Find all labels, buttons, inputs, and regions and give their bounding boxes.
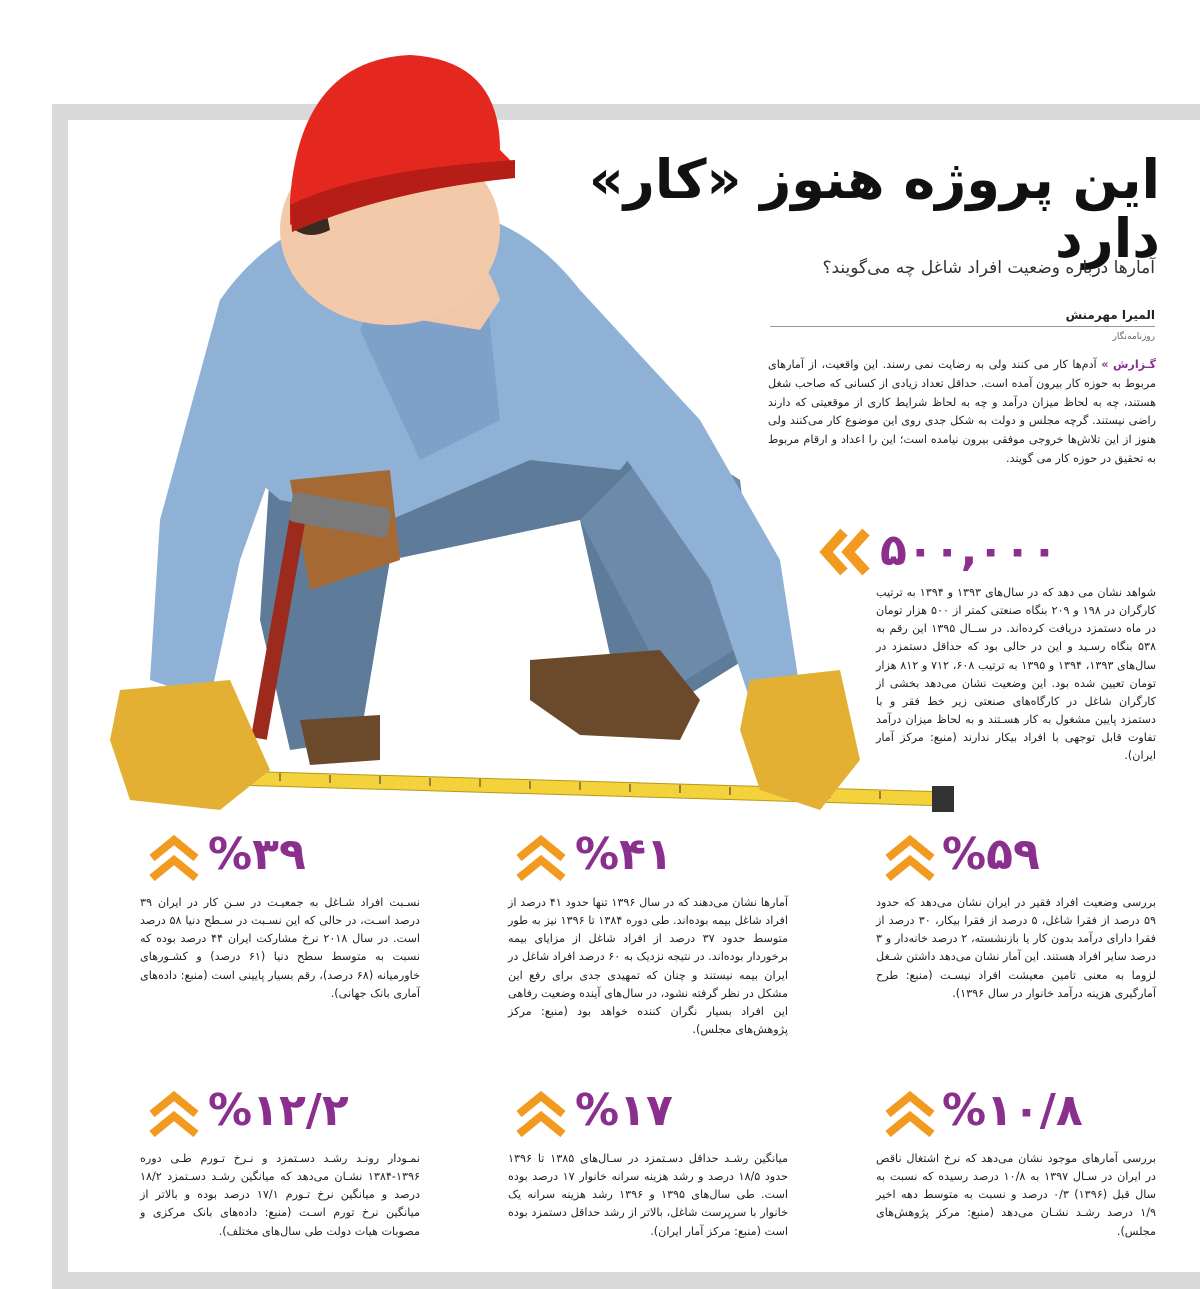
stat-text-39: نسـبت افراد شـاغل به جمعیـت در سـن کار در ایران ۳۹ درصد اسـت، در حالی که این نسـبت در سـطح دنیا ۵۸ درصد است. در سال ۲۰۱۸ نرخ مشارکت ایران ۴۴ درصد بوده که نسبت به متوسط سطح دنیا (۶۱ درصد) و کشـورهای خاورمیانه (۶۸ درصد)، رقم بسیار پایینی است (منبع: داده‌های آماری بانک جهانی). — [140, 896, 420, 1000]
up-chevron-icon — [148, 1088, 200, 1140]
subtitle: آمارها درباره وضعیت افراد شاغل چه می‌گویند؟ — [822, 258, 1155, 278]
stat-value-17: %۱۷ — [575, 1085, 673, 1136]
stat-text-12-2: نمـودار رونـد رشـد دسـتمزد و نـرخ تـورم طـی دوره ۱۳۹۶-۱۳۸۴ نشـان می‌دهد که میانگین رشـد دسـتمزد ۱۸/۲ درصد و میانگین نرخ تـورم ۱۷/۱ درصد بوده و بالاتر از میانگین نرخ تورم اسـت (منبع: داده‌های بانک مرکزی و مصوبات هیات دولت طی سال‌های مختلف). — [140, 1152, 420, 1238]
stat-text-59: بررسی وضعیت افراد فقیر در ایران نشان می‌دهد که حدود ۵۹ درصد از فقرا شاغل، ۵ درصد از فقرا بیکار، ۳۰ درصد از فقرا دارای درآمد بدون کار یا بازنشسته، ۲ درصد خانه‌دار و ۳ درصد سایر افراد هستند. این آمار نشان می‌دهد داشتن شـغل لزوما به معنی تامین معیشت افراد نیسـت (منبع: طرح آمارگیری هزینه درآمد خانوار در سال ۱۳۹۶). — [876, 896, 1157, 1000]
stat-text-500000: شواهد نشان می‌ دهد که در سال‌های ۱۳۹۳ و ۱۳۹۴ به ترتیب کارگران در ۱۹۸ و ۲۰۹ بنگاه صنعتی کمتر از ۵۰۰ هزار تومان در ماه دستمزد دریافت کرده‌اند. در ســال ۱۳۹۵ این رقم به ۵۳۸ بنگاه رسـید و این در حالی بود که حداقل دستمزد در سال‌های ۱۳۹۳، ۱۳۹۴ و ۱۳۹۵ به ترتیب ۶۰۸، ۷۱۲ و ۸۱۲ هزار تومان تعیین شده بود. این وضعیت نشان می‌دهد بخشی از کارگران شاغل در کارگاه‌های صنعتی زیر خط فقر و با دستمزد پایین مشغول به کار هسـتند و به لحاظ میزان درآمد تفاوت قابل توجهی با افراد بیکار ندارند (منبع: مرکز آمار ایران). — [876, 586, 1157, 763]
stat-value-41: %۴۱ — [575, 829, 673, 880]
up-chevron-icon — [148, 832, 200, 884]
intro-paragraph — [768, 356, 1156, 469]
double-chevron-icon — [818, 528, 874, 576]
stat-value-500000: ۵۰۰,۰۰۰ — [880, 525, 1058, 576]
author-role: روزنامه‌نگار — [1112, 332, 1155, 342]
headline: این پروژه هنوز «کار» دارد — [588, 148, 1160, 271]
stat-value-10-8: %۱۰/۸ — [942, 1085, 1083, 1136]
up-chevron-icon — [884, 1088, 936, 1140]
stat-text-17: میانگین رشـد حداقل دسـتمزد در سـال‌های ۱۳۸۵ تا ۱۳۹۶ حدود ۱۸/۵ درصد و رشد هزینه سرانه خانوار ۱۷ درصد بوده است. طی سال‌های ۱۳۹۵ و ۱۳۹۶ رشد هزینه سرانه یک خانوار با سرپرست شاغل، بالاتر از رشد حداقل دستمزد بوده است (منبع: مرکز آمار ایران). — [508, 1152, 789, 1238]
stat-text-10-8: بررسی آمارهای موجود نشان می‌دهد که نرخ اشتغال ناقص در ایران در سـال ۱۳۹۷ به ۱۰/۸ درصد رسیده که نسبت به سال قبل (۱۳۹۶) ۰/۳ درصد و نسبت به متوسط دهه اخیر ۱/۹ درصد رشـد نشـان می‌دهد (منبع: مرکز پژوهش‌های مجلس). — [876, 1152, 1156, 1238]
stat-value-39: %۳۹ — [208, 829, 306, 880]
kicker-chevron-icon: » — [1101, 358, 1109, 371]
up-chevron-icon — [515, 832, 567, 884]
intro-text: آدم‌ها کار می کنند ولی به رضایت نمی رسند. این واقعیت، از آمارهای مربوط به حوزه کار بیرون آمده است. حداقل تعداد زیادی از کسانی که صاحب شغل هستند، چه به لحاظ میزان درآمد و چه به لحاظ شرایط کاری از موقعیتی که دارند راضی نیستند. گرچه مجلس و دولت به شکل جدی روی این موضوع کار می‌کنند ولی هنوز از این تلاش‌ها خروجی موفقی بیرون نیامده است؛ این را اعداد و ارقام مربوط به تحقیق در حوزه کار می گویند. — [768, 358, 1156, 466]
stat-value-59: %۵۹ — [942, 829, 1040, 880]
stat-value-12-2: %۱۲/۲ — [208, 1085, 349, 1136]
intro-kicker: گـزارش — [1112, 358, 1156, 371]
author-name: المیرا مهرمنش — [770, 308, 1155, 327]
up-chevron-icon — [884, 832, 936, 884]
up-chevron-icon — [515, 1088, 567, 1140]
stat-text-41: آمارها نشان می‌دهند که در سال ۱۳۹۶ تنها حدود ۴۱ درصد از افراد شاغل بیمه بوده‌اند. طی دوره ۱۳۸۴ تا ۱۳۹۶ نیز به طور متوسط حدود ۳۷ درصد از افراد شاغل از مزایای بیمه برخوردار بوده‌اند. در نتیجه نزدیک به ۶۰ درصد افراد شاغل در ایران بیمه نیستند و چنان که تمهیدی جدی برای رفع این مشکل در نظر گرفته نشود، در سال‌های آینده وضعیت رفاهی این افراد بسیار نگران کننده خواهد بود (منبع: مرکز پژوهش‌های مجلس). — [508, 896, 788, 1036]
